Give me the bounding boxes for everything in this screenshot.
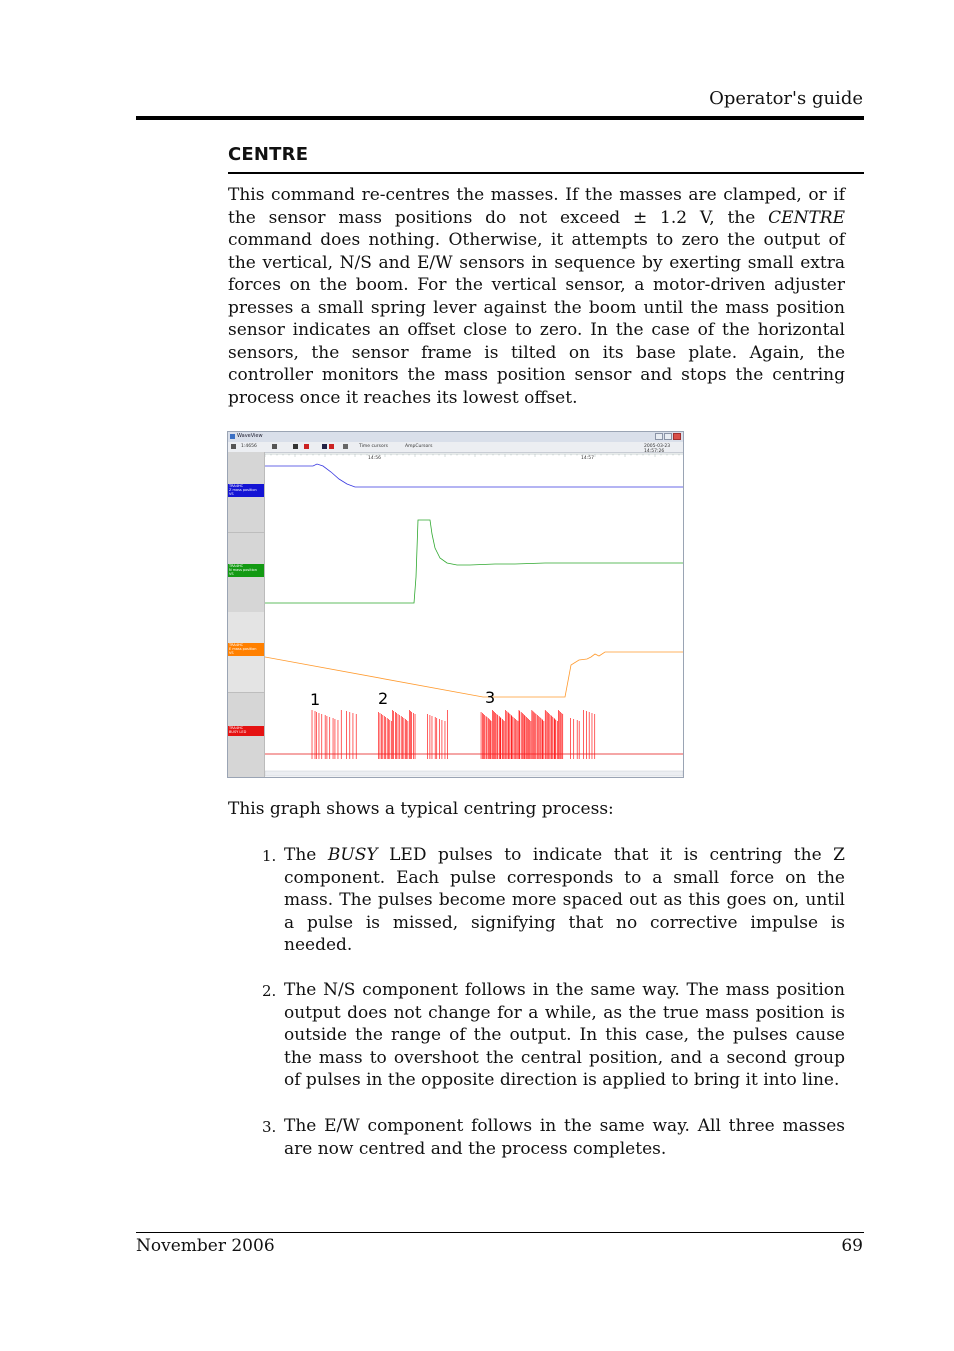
section-title: CENTRE <box>228 144 309 165</box>
list-number: 1. <box>262 847 277 865</box>
intro-paragraph <box>228 184 845 409</box>
list-item-led-name: BUSY <box>327 845 378 865</box>
list-number: 2. <box>262 982 277 1000</box>
intro-command-name: CENTRE <box>768 207 845 228</box>
channel-sidebar <box>228 452 265 777</box>
channel-label-z-line: VS <box>229 492 234 496</box>
list-item-text-b: LED pulses to indicate that it is centring the Z component. Each pulse corresponds to a small force on the mass. The pulses become more spaced out as this goes on, until a pulse is missed, signifying that no corrective impulse is needed. <box>284 845 845 955</box>
horizontal-scrollbar[interactable] <box>265 771 683 776</box>
channel-label-n-line: TRA4HC <box>229 564 244 568</box>
list-number: 3. <box>262 1118 277 1136</box>
list-item: The N/S component follows in the same way. The mass position output does not change for a while, as the true mass position is outside the range of the output. In this case, the pulses cause the mass to overshoot the central position, and a second group of pulses in the opposite direction is applied to bring it into line. <box>284 980 845 1090</box>
footer-rule <box>136 1232 864 1233</box>
list-item: The E/W component follows in the same way. All three masses are now centred and the process completes. <box>284 1116 845 1159</box>
intro-text-a: This command re-centres the masses. If the masses are clamped, or if the sensor mass positions do not exceed ± 1.2 V, the <box>228 185 845 228</box>
header-rule <box>136 116 864 120</box>
channel-label-n-line: VS <box>229 572 234 576</box>
minimize-icon[interactable] <box>655 433 663 440</box>
channel-label-e-line: E mass position <box>229 647 257 651</box>
waveform-plot <box>265 452 683 777</box>
section-rule <box>228 172 864 174</box>
app-title: WaveView <box>237 433 263 439</box>
record-icon[interactable] <box>304 444 309 449</box>
time-cursors-label[interactable]: Time cursors <box>359 444 388 449</box>
close-icon[interactable] <box>673 433 681 440</box>
channel-label-busy-line: TRA4HC <box>229 726 244 730</box>
channel-label-z[interactable] <box>228 484 264 497</box>
pause-icon[interactable] <box>322 444 327 449</box>
channel-label-busy-line: BUSY LED <box>229 730 247 734</box>
print-icon[interactable] <box>343 444 348 449</box>
timestamp-label: 2005-03-23 14:57:26 <box>644 444 671 454</box>
busy-led-pulses <box>312 710 595 759</box>
waveview-screenshot <box>227 431 684 778</box>
maximize-icon[interactable] <box>664 433 672 440</box>
annotation-3: 3 <box>485 688 496 707</box>
zoom-value[interactable]: 1:4656 <box>241 444 257 449</box>
pin-icon[interactable] <box>231 444 236 449</box>
channel-label-n[interactable] <box>228 564 264 577</box>
list-item-text-a: The <box>284 845 328 865</box>
intro-text-b: command does nothing. Otherwise, it attempts to zero the output of the vertical, N/S and E/W sensors in sequence by exerting small extra forces on the boom. For the vertical sensor, a motor-driven adjuster presses a small spring lever against the boom until the mass position sensor indicates an offset close to zero. In the case of the horizontal sensors, the sensor frame is tilted on its base plate. Again, the controller monitors the mass position sensor and stops the centring process once it reaches its lowest offset. <box>228 230 845 408</box>
list-item <box>284 844 845 957</box>
play-icon[interactable] <box>293 444 298 449</box>
channel-label-n-line: N mass position <box>229 568 257 572</box>
page-number: 69 <box>841 1236 863 1256</box>
annotation-1: 1 <box>310 690 321 709</box>
channel-label-busy[interactable] <box>228 726 264 736</box>
app-icon <box>230 434 235 439</box>
channel-label-z-line: Z mass position <box>229 488 257 492</box>
channel-label-e-line: VS <box>229 651 234 655</box>
annotation-2: 2 <box>378 689 389 708</box>
figure-caption: This graph shows a typical centring process: <box>228 799 614 819</box>
footer-date: November 2006 <box>136 1236 275 1256</box>
page-header: Operator's guide <box>709 88 863 109</box>
channel-label-e[interactable] <box>228 643 264 656</box>
trace-n-mass-position <box>265 520 683 603</box>
time-ticks <box>265 454 679 457</box>
stop-icon[interactable] <box>329 444 334 449</box>
amp-cursors-label[interactable]: AmpCursors <box>405 444 433 449</box>
channel-label-z-line: TRA4HC <box>229 484 244 488</box>
channel-label-e-line: TRA4HC <box>229 643 244 647</box>
trace-z-mass-position <box>265 464 683 487</box>
trace-e-mass-position <box>265 652 683 697</box>
eye-icon[interactable] <box>272 444 277 449</box>
time-label: 14:57 <box>581 456 594 461</box>
time-label: 14:56 <box>368 456 381 461</box>
